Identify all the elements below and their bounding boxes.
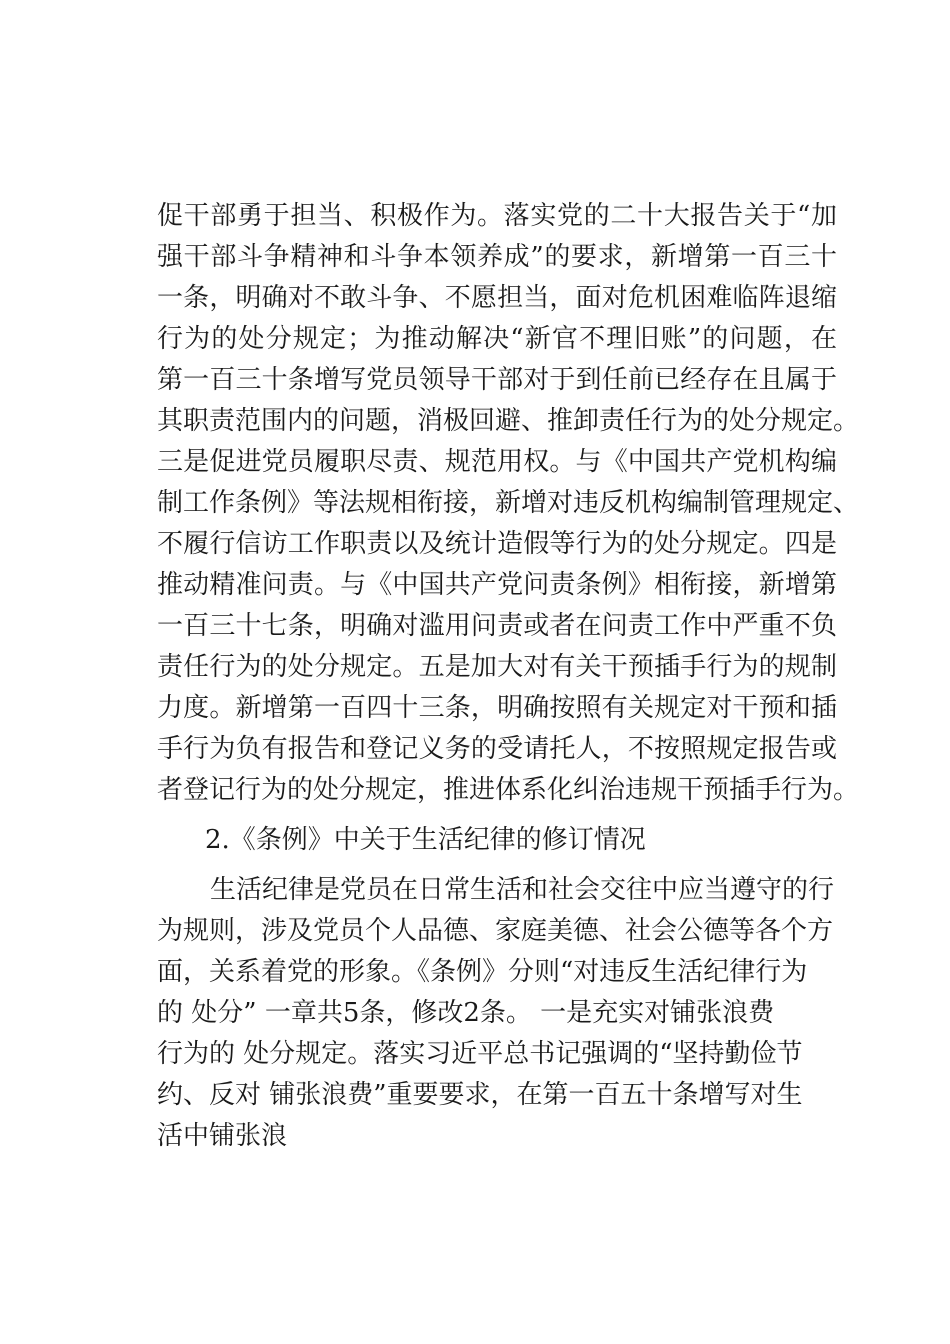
text-line: 第一百三十条增写党员领导干部对于到任前已经存在且属于 — [157, 365, 837, 395]
text-line: 生活纪律是党员在日常生活和社会交往中应当遵守的行 — [184, 875, 835, 905]
text-line: 约、反对 铺张浪费”重要要求，在第一百五十条增写对生 — [157, 1080, 803, 1110]
text-line: 制工作条例》等法规相衔接，新增对违反机构编制管理规定、 — [157, 488, 860, 518]
text-line: 一条，明确对不敢斗争、不愿担当，面对危机困难临阵退缩 — [157, 283, 837, 313]
text-line: 不履行信访工作职责以及统计造假等行为的处分规定。四是 — [157, 529, 837, 559]
text-line: 的 处分” 一章共5条，修改2条。 一是充实对铺张浪费 — [157, 998, 775, 1028]
section-heading: 2.《条例》中关于生活纪律的修订情况 — [205, 825, 646, 855]
text-line: 为规则，涉及党员个人品德、家庭美德、社会公德等各个方 — [157, 916, 834, 946]
text-line: 力度。新增第一百四十三条，明确按照有关规定对干预和插 — [157, 693, 837, 723]
text-line: 行为的 处分规定。落实习近平总书记强调的“坚持勤俭节 — [157, 1039, 803, 1069]
text-line: 手行为负有报告和登记义务的受请托人，不按照规定报告或 — [157, 734, 837, 764]
text-line: 者登记行为的处分规定，推进体系化纠治违规干预插手行为。 — [157, 775, 860, 805]
text-line: 一百三十七条，明确对滥用问责或者在问责工作中严重不负 — [157, 611, 837, 641]
text-line: 责任行为的处分规定。五是加大对有关干预插手行为的规制 — [157, 652, 837, 682]
text-line: 活中铺张浪 — [157, 1121, 288, 1151]
text-line: 促干部勇于担当、积极作为。落实党的二十大报告关于“加 — [157, 201, 837, 231]
text-line: 面，关系着党的形象。《条例》分则“对违反生活纪律行为 — [157, 957, 808, 987]
text-line: 三是促进党员履职尽责、规范用权。与《中国共产党机构编 — [157, 447, 837, 477]
text-line: 强干部斗争精神和斗争本领养成”的要求，新增第一百三十 — [157, 242, 837, 272]
text-line: 其职责范围内的问题，消极回避、推卸责任行为的处分规定。 — [157, 406, 860, 436]
text-line: 行为的处分规定；为推动解决“新官不理旧账”的问题，在 — [157, 324, 837, 354]
text-line: 推动精准问责。与《中国共产党问责条例》相衔接，新增第 — [157, 570, 837, 600]
